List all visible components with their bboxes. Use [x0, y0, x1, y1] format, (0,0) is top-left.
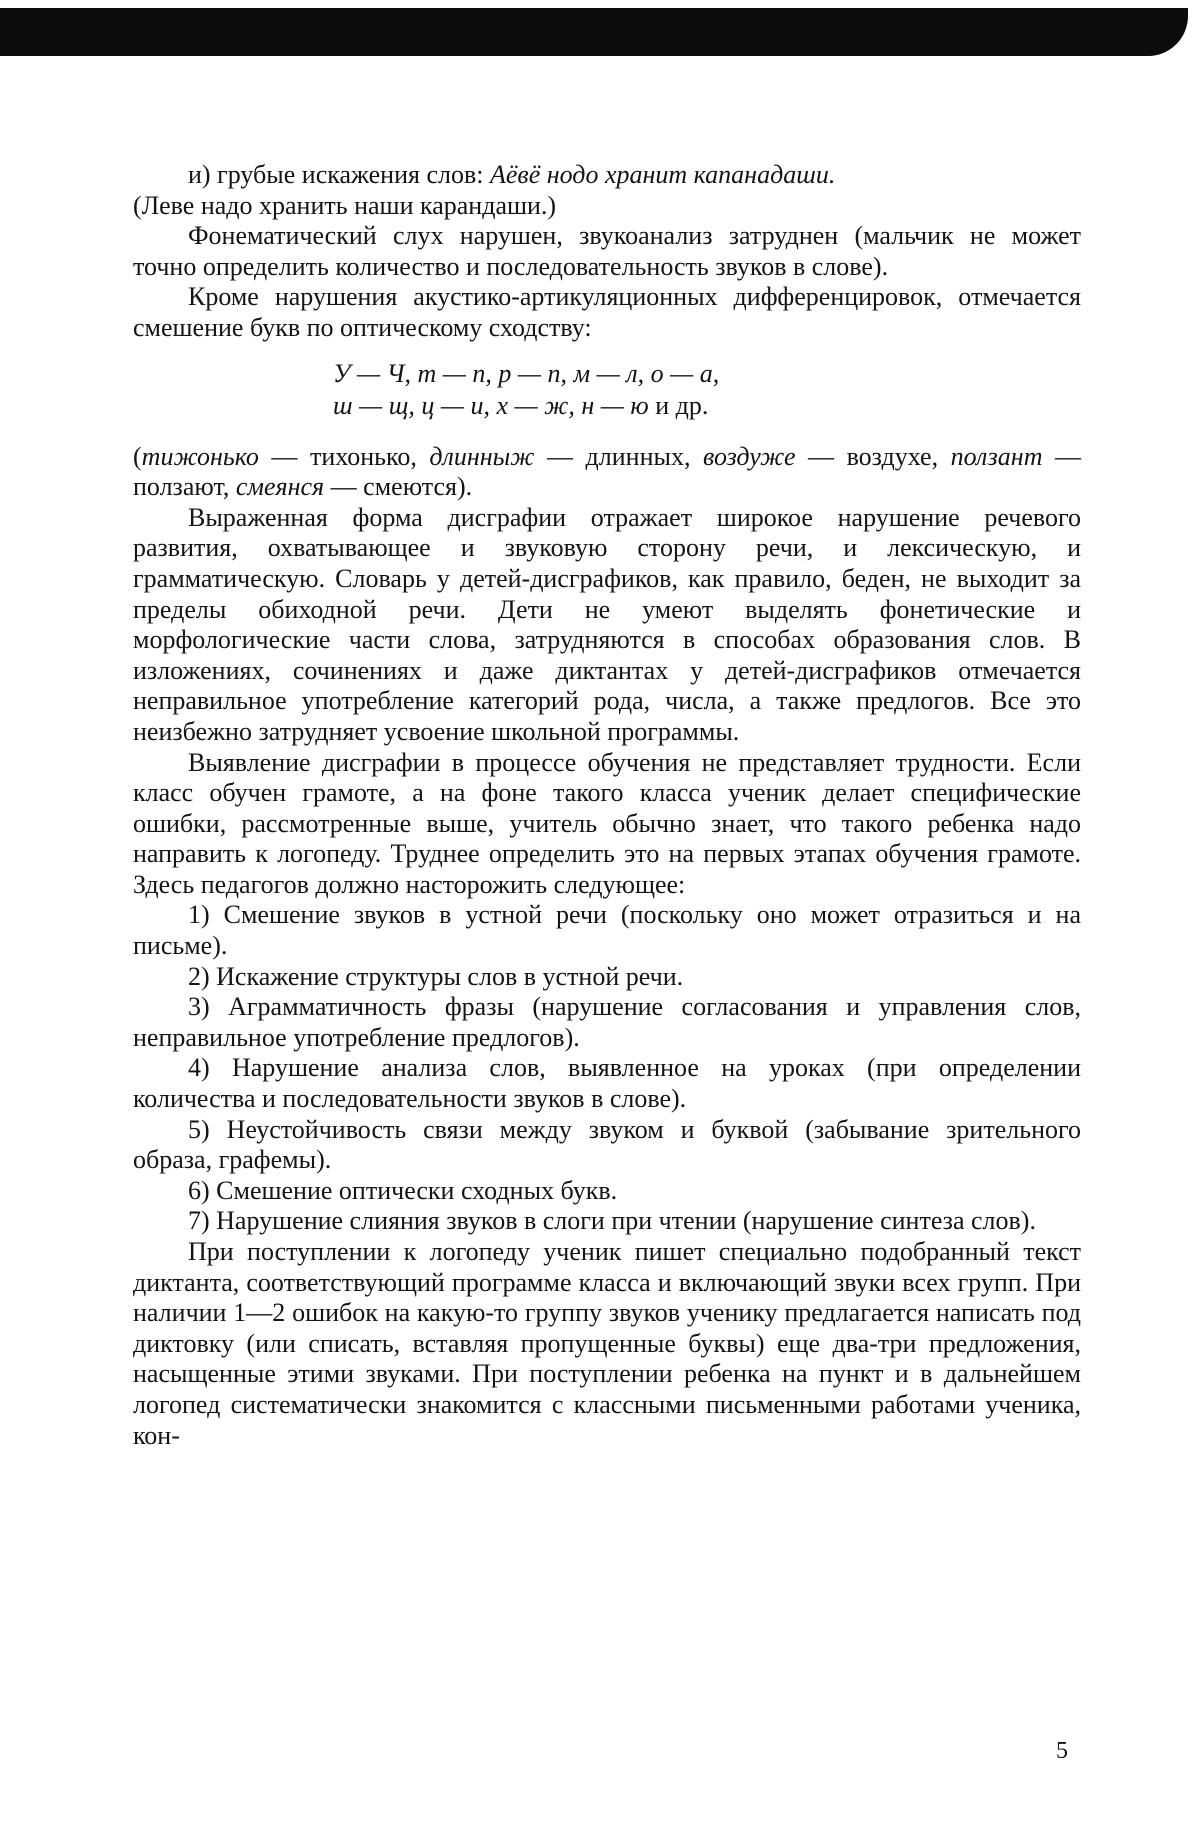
page-body-text: [133, 160, 1081, 1451]
example-word-3: воздуже: [703, 441, 796, 471]
paragraph-examples: (тижонько — тихонько, длинныж — длинных, воздуже — воздухе, ползант — ползают, смеянся — смеются).: [133, 441, 1082, 502]
example-word-5: смеянся: [235, 472, 325, 502]
formula-tail: и др.: [648, 390, 709, 420]
paragraph-optical: Кроме нарушения акустико-артикуляционных дифференцировок, отмечается смешение букв по оптическому сходству:: [133, 282, 1081, 342]
formula-line-2: [333, 390, 1081, 422]
paragraph-expressed-form: Выраженная форма дисграфии отражает широкое нарушение речевого развития, охватывающее и звуковую сторону речи, и лексическую, и грамматическую. Словарь у детей-дисграфиков, как правило, беден, не выходит за пределы обиходной речи. Дети не умеют выделять фонетические и морфологические части слова, затрудняются в способах образования слов. В изложениях, сочинениях и даже диктантах у детей-дисграфиков отмечается неправильное употребление категорий рода, числа, а также предлогов. Все это неизбежно затрудняет усвоение школьной программы.: [133, 502, 1081, 746]
example-lead: и) грубые искажения слов:: [188, 160, 490, 189]
letter-pairs-formula: [133, 358, 1081, 422]
correct-word-3: — воздухе,: [795, 441, 951, 471]
page-number: 5: [1056, 1738, 1068, 1764]
example-correction: (Леве надо хранить наши карандаши.): [133, 190, 557, 220]
list-item-6: 6) Смешение оптически сходных букв.: [188, 1175, 618, 1205]
list-item-3: 3) Аграмматичность фразы (нарушение согласования и управления слов, неправильное употребление предлогов).: [133, 992, 1081, 1052]
example-paragraph-i: [133, 160, 1081, 221]
paragraph-phonemic: Фонематический слух нарушен, звукоанализ затруднен (мальчик не может точно определить количество и последовательность звуков в слове).: [133, 221, 1081, 281]
list-item-7: 7) Нарушение слияния звуков в слоги при чтении (нарушение синтеза слов).: [188, 1206, 1036, 1236]
list-item-5: 5) Неустойчивость связи между звуком и буквой (забывание зрительного образа, графемы).: [133, 1114, 1081, 1175]
list-item-4: 4) Нарушение анализа слов, выявленное на уроках (при определении количества и последовательности звуков в слове).: [133, 1053, 1081, 1114]
correct-word-2: — длинных,: [534, 441, 703, 471]
example-word-4: ползант: [950, 441, 1043, 471]
distorted-example: Аёвё нодо хранит капанадаши.: [489, 160, 836, 189]
correct-word-4: — ползают,: [133, 441, 1082, 502]
list-item-2: 2) Искажение структуры слов в устной речи.: [188, 961, 684, 991]
correct-word-1: — тихонько,: [258, 441, 430, 471]
paragraph-detection: Выявление дисграфии в процессе обучения не представляет трудности. Если класс обучен грамоте, а на фоне такого класса ученик делает специфические ошибки, рассмотренные выше, учитель обычно знает, что такого ребенка надо направить к логопеду. Труднее определить это на первых этапах обучения грамоте. Здесь педагогов должно насторожить следующее:: [133, 747, 1081, 899]
example-word-2: длинныж: [429, 441, 535, 471]
formula-line-2-pairs: ш — щ, ц — и, х — ж, н — ю: [333, 390, 649, 420]
list-item-1: 1) Смешение звуков в устной речи (поскольку оно может отразиться и на письме).: [133, 900, 1081, 961]
example-word-1: тижонько: [141, 441, 259, 471]
formula-line-1: У — Ч, т — п, р — п, м — л, о — а,: [333, 358, 720, 388]
paragraph-admission: При поступлении к логопеду ученик пишет специально подобранный текст диктанта, соответствующий программе класса и включающий звуки всех групп. При наличии 1—2 ошибок на какую-то группу звуков ученику предлагается написать под диктовку (или списать, вставляя пропущенные буквы) еще два-три предложения, насыщенные этими звуками. При поступлении ребенка на пункт и в дальнейшем логопед систематически знакомится с классными письменными работами ученика, кон-: [133, 1237, 1081, 1450]
correct-word-5: — смеются).: [324, 472, 473, 502]
scan-edge-bar: [0, 8, 1188, 56]
